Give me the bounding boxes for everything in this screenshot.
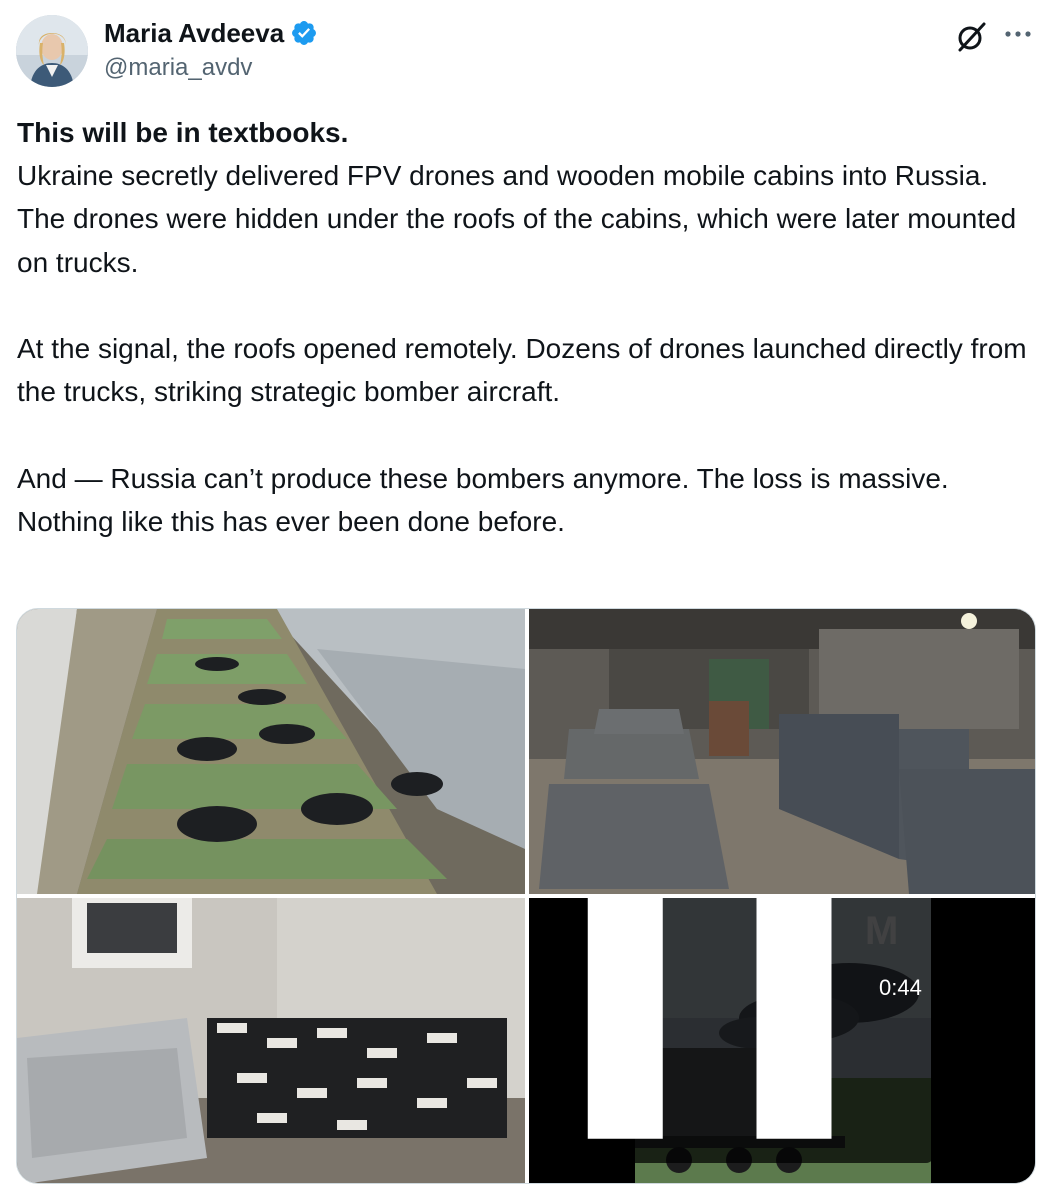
author-avatar[interactable]	[16, 15, 88, 87]
tweet-paragraph-2: At the signal, the roofs opened remotely. Dozens of drones launched directly from the trucks, striking strategic bomber aircraft.	[17, 333, 1027, 408]
tweet-paragraph-3: And — Russia can’t produce these bombers anymore. The loss is massive.	[17, 462, 949, 494]
tweet-text	[17, 111, 1027, 543]
media-video-truck[interactable]	[529, 898, 1036, 1184]
media-photo-warehouse-cabins[interactable]	[529, 609, 1036, 894]
tweet-paragraph-1: Ukraine secretly delivered FPV drones and wooden mobile cabins into Russia. The drones were hidden under the roofs of the cabins, which were later mounted on trucks.	[17, 160, 1017, 278]
tweet-paragraph-4: Nothing like this has ever been done before.	[17, 505, 565, 537]
author-name-row	[104, 18, 318, 48]
video-duration: 0:44	[879, 975, 922, 1001]
media-photo-packaged-drones[interactable]	[17, 898, 525, 1184]
more-options-icon[interactable]	[1000, 22, 1036, 46]
media-photo-drones-in-roof[interactable]	[17, 609, 525, 894]
avatar-photo	[16, 15, 88, 87]
author-handle[interactable]: @maria_avdv	[104, 54, 253, 81]
grok-icon[interactable]	[954, 20, 988, 54]
pause-icon[interactable]	[569, 898, 869, 1157]
tweet-headline: This will be in textbooks.	[17, 117, 349, 148]
author-display-name[interactable]: Maria Avdeeva	[104, 18, 285, 48]
video-duration-badge[interactable]	[555, 898, 934, 1163]
media-grid	[16, 608, 1036, 1184]
verified-badge-icon[interactable]	[290, 19, 318, 47]
